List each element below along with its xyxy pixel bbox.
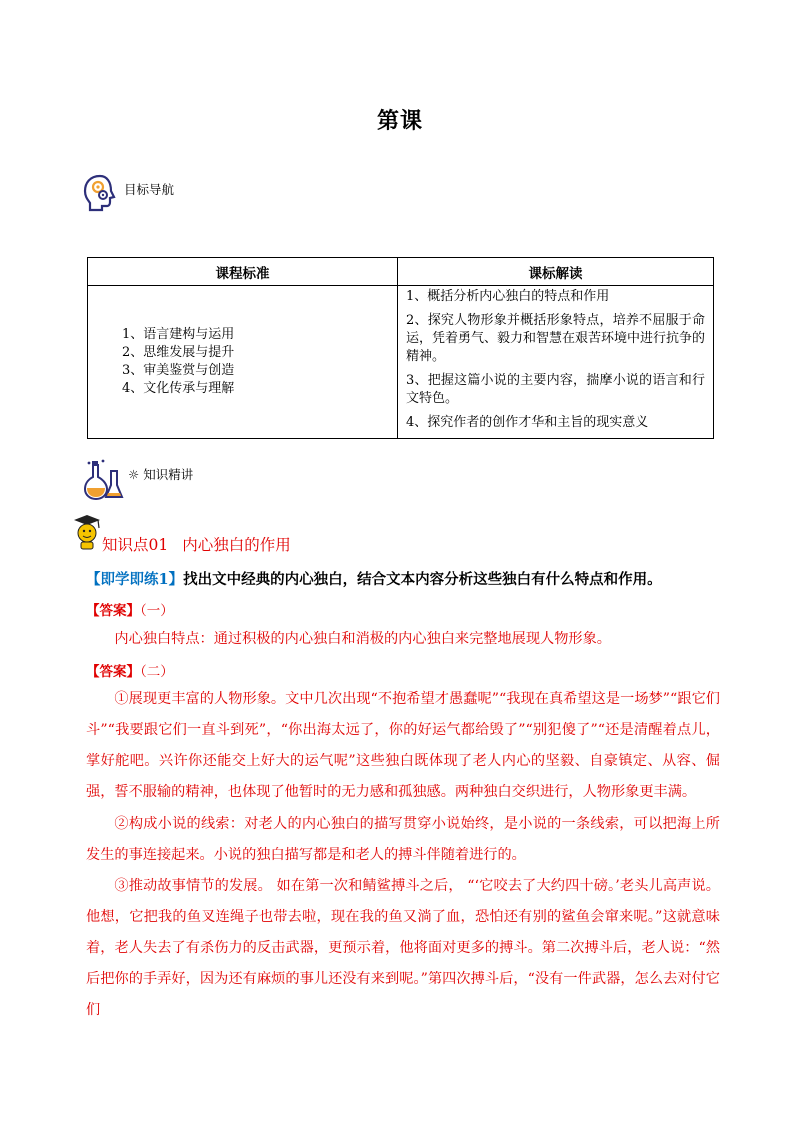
nav-section-label: 目标导航 bbox=[124, 182, 175, 197]
standard-item: 4、文化传承与理解 bbox=[122, 381, 235, 396]
knowledge-section-label: ☼ 知识精讲 bbox=[128, 467, 194, 482]
standard-item: 3、审美鉴赏与创造 bbox=[122, 363, 235, 378]
head-gears-icon bbox=[82, 173, 118, 217]
interpretation-item: 2、探究人物形象并概括形象特点，培养不屈服于命运，凭着勇气、毅力和智慧在艰苦环境中进行抗争的精神。 bbox=[406, 313, 706, 364]
nav-section-header bbox=[82, 173, 174, 221]
practice-tag: 【即学即练1】 bbox=[86, 571, 184, 588]
standard-item: 1、语言建构与运用 bbox=[122, 327, 235, 342]
table-header-interpretation: 课标解读 bbox=[398, 258, 714, 286]
page-title: 第课 bbox=[376, 108, 423, 134]
table-header-standards: 课程标准 bbox=[88, 258, 398, 286]
standards-cell bbox=[88, 286, 398, 439]
sparkle-icon: ☼ bbox=[128, 467, 140, 482]
answer2-paragraph: ③推动故事情节的发展。 如在第一次和鲭鲨搏斗之后， “‘它咬去了大约四十磅。’老头儿高声说。他想，它把我的鱼叉连绳子也带去啦，现在我的鱼又淌了血，恐怕还有别的鲨鱼会窜来呢。”这就意味着，老人失去了有杀伤力的反击武器，更预示着，他将面对更多的搏斗。第二次搏斗后，老人说：“然后把你的手弄好，因为还有麻烦的事儿还没有来到呢。”第四次搏斗后，“没有一件武器，怎么去对付它们 bbox=[86, 878, 720, 1018]
standard-item: 2、思维发展与提升 bbox=[122, 345, 235, 360]
answer-label-2: 【答案】（二） bbox=[86, 664, 174, 680]
practice-question bbox=[86, 568, 726, 589]
answer1-text: 内心独白特点：通过积极的内心独白和消极的内心独白来完整地展现人物形象。 bbox=[114, 631, 611, 647]
knowledge-point-header bbox=[72, 512, 291, 556]
answer-label-1: 【答案】（一） bbox=[86, 603, 174, 619]
graduate-mascot-icon bbox=[72, 512, 102, 556]
answer2-paragraph: ①展现更丰富的人物形象。文中几次出现“不抱希望才愚蠢呢”“我现在真希望这是一场梦”“跟它们斗”“我要跟它们一直斗到死”，“你出海太远了，你的好运气都给毁了”“别犯傻了”“还是清醒着点儿，掌好舵吧。兴许你还能交上好大的运气呢”这些独白既体现了老人内心的坚毅、自豪镇定、从容、倔强，誓不服输的精神，也体现了他暂时的无力感和孤独感。两种独白交织进行，人物形象更丰满。 bbox=[86, 691, 720, 800]
interpretation-item: 4、探究作者的创作才华和主旨的现实意义 bbox=[406, 415, 649, 430]
curriculum-table bbox=[87, 257, 714, 439]
interpretation-item: 1、概括分析内心独白的特点和作用 bbox=[406, 289, 610, 304]
lab-flask-icon bbox=[82, 457, 124, 505]
practice-question-text: 找出文中经典的内心独白，结合文本内容分析这些独白有什么特点和作用。 bbox=[183, 571, 662, 588]
interpretation-item: 3、把握这篇小说的主要内容，揣摩小说的语言和行文特色。 bbox=[406, 373, 705, 406]
knowledge-section-header bbox=[82, 457, 193, 505]
interpretation-cell bbox=[398, 286, 714, 439]
knowledge-point-title: 知识点01 内心独白的作用 bbox=[102, 536, 291, 554]
answer2-paragraph: ②构成小说的线索：对老人的内心独白的描写贯穿小说始终，是小说的一条线索，可以把海上所发生的事连接起来。小说的独白描写都是和老人的搏斗伴随着进行的。 bbox=[86, 816, 720, 863]
